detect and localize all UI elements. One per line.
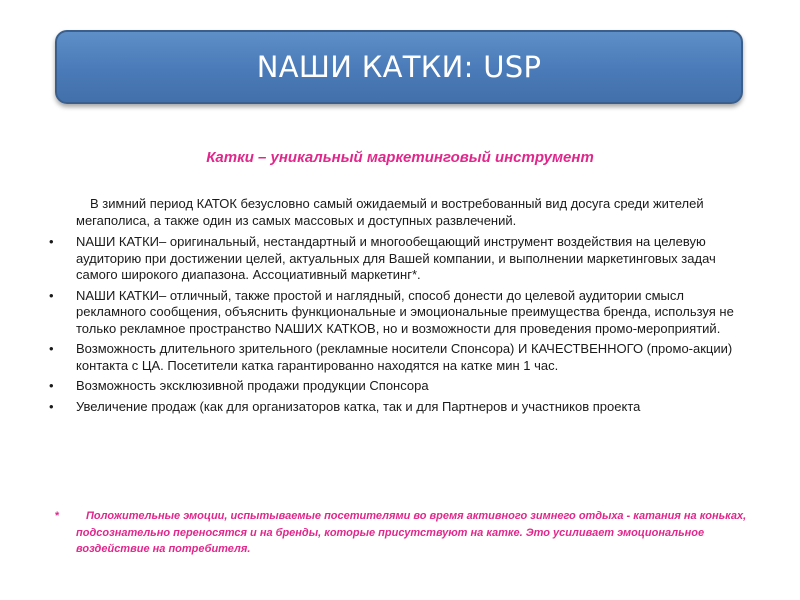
bullet-text: NАШИ КАТКИ– оригинальный, нестандартный и многообещающий инструмент воздействия на целевую аудиторию при достижении целей, актуальных для Вашей компании, и выполнении маркетинговых задач самого широкого диапазона. Ассоциативный маркетинг*.: [76, 234, 716, 282]
slide-subtitle: Катки – уникальный маркетинговый инструмент: [206, 149, 594, 166]
title-banner: [55, 30, 743, 104]
slide-title: NАШИ КАТКИ: USP: [256, 50, 542, 84]
bullet-dot-icon: •: [49, 341, 54, 356]
bullet-text: Возможность эксклюзивной продажи продукции Спонсора: [76, 378, 429, 393]
bullet-text: Возможность длительного зрительного (рекламные носители Спонсора) И КАЧЕСТВЕННОГО (промо-акции) контакта с ЦА. Посетители катка гарантированно находятся на катке мин 1 час.: [76, 341, 733, 373]
bullet-dot-icon: •: [49, 287, 54, 303]
bullet-item-1: [49, 234, 748, 284]
footnote-asterisk: *: [55, 510, 60, 522]
footnote: [55, 508, 756, 558]
bullet-text: NАШИ КАТКИ– отличный, также простой и наглядный, способ донести до целевой аудитории смысл рекламного сообщения, объяснить функциональные и эмоциональные преимущества бренда, используя не только рекламное пространство NАШИХ КАТКОВ, но и возможности для проведения промо-мероприятий.: [76, 287, 734, 336]
bullet-dot-icon: •: [49, 398, 54, 414]
bullet-item-3: [49, 341, 748, 374]
bullet-item-5: [49, 398, 748, 416]
bullet-dot-icon: •: [49, 378, 54, 393]
footnote-text: Положительные эмоции, испытываемые посетителями во время активного зимнего отдыха - катания на коньках, подсознательно переносятся и на бренды, которые присутствуют на катке. Это усиливает эмоциональное воздействие на потребителя.: [76, 510, 747, 555]
bullet-text: Увеличение продаж (как для организаторов катка, так и для Партнеров и участников проекта: [76, 398, 641, 414]
bullet-item-2: [49, 287, 748, 338]
intro-paragraph: В зимний период КАТОК безусловно самый ожидаемый и востребованный вид досуга среди жителей мегаполиса, а также один из самых массовых и доступных развлечений.: [76, 196, 704, 228]
bullet-list: [49, 234, 748, 419]
bullet-dot-icon: •: [49, 234, 54, 249]
bullet-item-4: [49, 378, 748, 395]
